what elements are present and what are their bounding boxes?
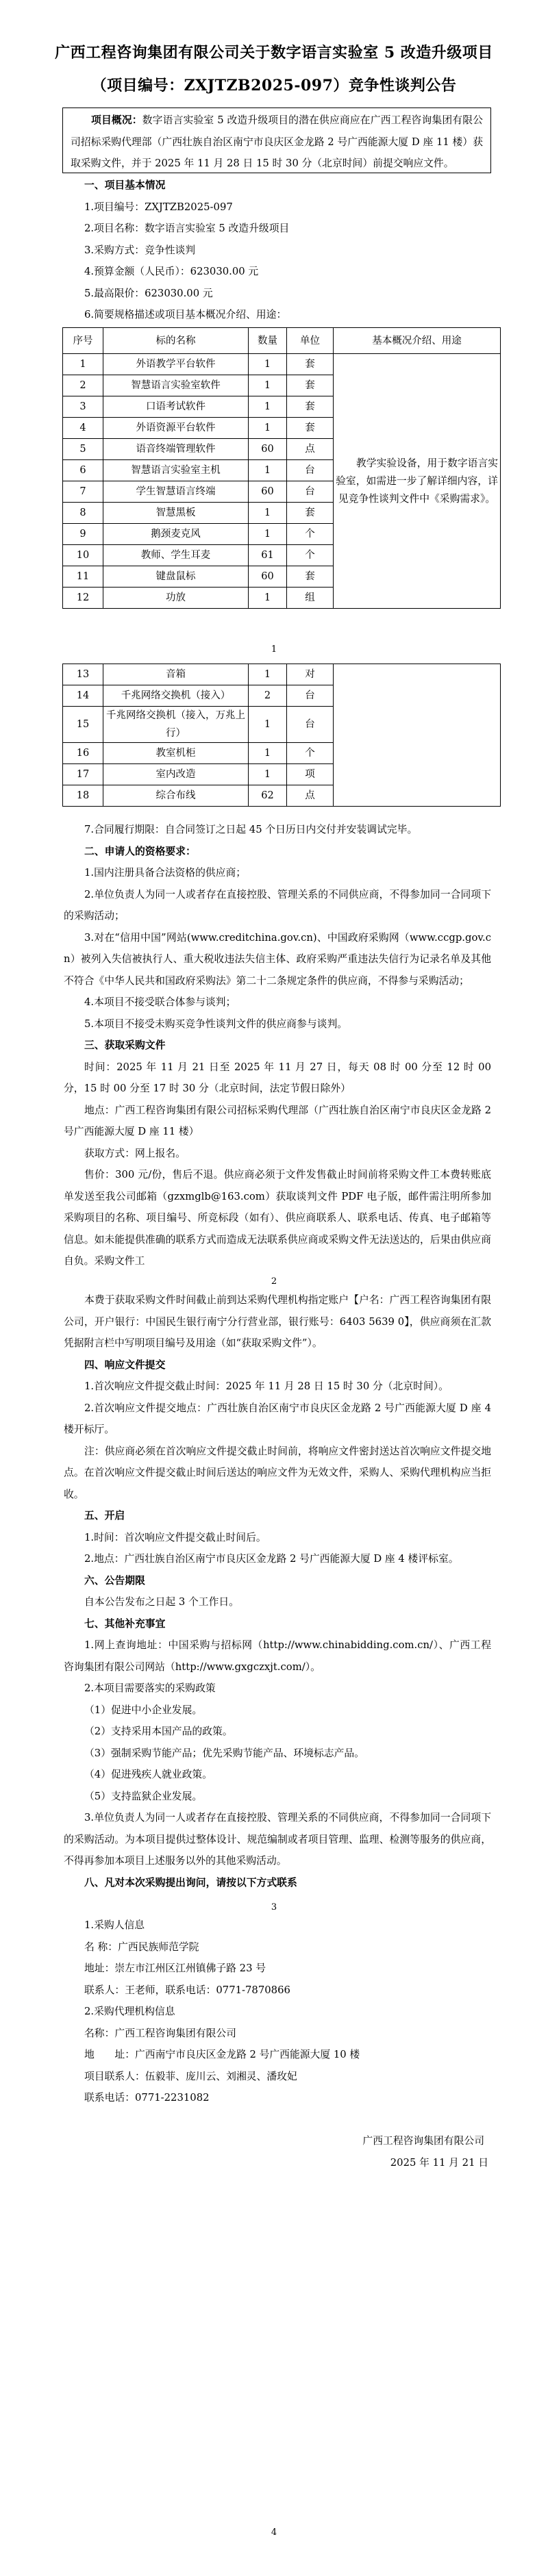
table-cell-no: 3 [63,396,103,418]
signature-block [64,2130,491,2173]
table-cell-unit: 台 [287,707,334,743]
paragraph: 2.本项目需要落实的采购政策 [84,1682,216,1694]
paragraph: 2.采购代理机构信息 [84,2006,175,2017]
paragraph: 八、凡对本次采购提出询问，请按以下方式联系 [84,1876,297,1889]
table-cell-qty: 2 [249,685,287,707]
table-cell-unit: 台 [287,685,334,707]
column-header: 基本概况介绍、用途 [334,328,501,354]
items-table-page1 [62,327,501,609]
table-cell-name: 千兆网络交换机（接入） [103,685,249,707]
paragraph: 地 址：广西南宁市良庆区金龙路 2 号广西能源大厦 10 楼 [84,2049,360,2060]
table-cell-qty: 1 [249,354,287,375]
project-overview-text: 数字语言实验室 5 改造升级项目的潜在供应商应在广西工程咨询集团有限公司招标采购代理部（广西壮族自治区南宁市良庆区金龙路 2 号广西能源大厦 D 座 11 楼）获取采购文件，并于 2025 年 11 月 28 日 15 时 30 分（北京时间）前提交响应文件。 [71,114,483,169]
paragraph: 注：供应商必须在首次响应文件提交截止时间前，将响应文件密封送达首次响应文件提交地点。在首次响应文件提交截止时间后送达的响应文件为无效文件，采购人、采购代理机构应当拒收。 [64,1445,491,1500]
paragraph: 1.网上查询地址：中国采购与招标网（http://www.chinabidding.com.cn/）、广西工程咨询集团有限公司网站（http://www.gxgczxjt.com/）。 [64,1639,491,1673]
table-cell-qty: 1 [249,503,287,524]
paragraph: 地址：崇左市江州区江州镇佛子路 23 号 [84,1962,266,1974]
paragraph: 1.时间：首次响应文件提交截止时间后。 [84,1531,266,1543]
project-overview-box [62,108,491,173]
table-cell-unit: 点 [287,785,334,807]
table-cell-name: 学生智慧语言终端 [103,481,249,503]
document-title-line2: （项目编号：ZXJTZB2025-097）竞争性谈判公告 [91,77,457,94]
table-cell-qty: 60 [249,439,287,460]
section-basic-info [64,175,491,326]
items-table-header [63,328,501,354]
section-submission-and-policies [64,1289,491,1893]
table-cell-qty: 60 [249,481,287,503]
table-cell-qty: 1 [249,375,287,396]
table-cell-unit: 套 [287,396,334,418]
table-cell-unit: 个 [287,743,334,764]
document-title [27,36,521,102]
paragraph: 五、开启 [84,1510,125,1521]
table-cell-name: 外语教学平台软件 [103,354,249,375]
table-cell-description: 教学实验设备，用于数字语言实验室，如需进一步了解详细内容，详见竞争性谈判文件中《采购需求》。 [334,354,501,609]
paragraph: 七、其他补充事宜 [84,1617,166,1630]
page-number-3: 3 [271,1902,277,1912]
paragraph: 四、响应文件提交 [84,1359,166,1371]
column-header: 序号 [63,328,103,354]
paragraph: 2.项目名称：数字语言实验室 5 改造升级项目 [84,223,290,234]
table-cell-no: 12 [63,588,103,609]
table-cell-no: 6 [63,460,103,481]
paragraph: 一、项目基本情况 [84,179,166,191]
paragraph: 本费于获取采购文件时间截止前到达采购代理机构指定账户【户名：广西工程咨询集团有限公司，开户银行：中国民生银行南宁分行营业部，银行账号：6403 5639 0】，供应商须在汇款凭据附言栏中写明项目编号及用途（如“获取采购文件”）。 [64,1294,491,1349]
table-cell-no: 9 [63,524,103,545]
table-cell-name: 教师、学生耳麦 [103,545,249,566]
paragraph: 1.首次响应文件提交截止时间：2025 年 11 月 28 日 15 时 30 分（北京时间）。 [84,1380,449,1392]
paragraph: 三、获取采购文件 [84,1039,166,1051]
signature-company: 广西工程咨询集团有限公司 [362,2135,484,2147]
table-cell-qty: 1 [249,588,287,609]
table-cell-unit: 点 [287,439,334,460]
table-cell-unit: 组 [287,588,334,609]
paragraph: 1.项目编号：ZXJTZB2025-097 [84,201,233,213]
section-requirements-and-documents [64,819,491,1272]
paragraph: 二、申请人的资格要求： [84,845,196,857]
table-cell-unit: 个 [287,545,334,566]
section-contact-info [64,1915,491,2109]
paragraph: 2.单位负责人为同一人或者存在直接控股、管理关系的不同供应商，不得参加同一合同项下的采购活动； [64,888,491,922]
paragraph: 7.合同履行期限：自合同签订之日起 45 个日历日内交付并安装调试完毕。 [84,824,418,835]
table-cell-name: 功放 [103,588,249,609]
table-cell-unit: 对 [287,664,334,685]
paragraph: 联系电话：0771-2231082 [84,2092,210,2104]
column-header: 单位 [287,328,334,354]
table-cell-unit: 套 [287,375,334,396]
paragraph: （1）促进中小企业发展。 [84,1704,203,1716]
project-overview-label: 项目概况： [91,114,142,126]
table-cell-unit: 台 [287,460,334,481]
table-cell-name: 教室机柜 [103,743,249,764]
paragraph: 售价：300 元/份，售后不退。供应商必须于文件发售截止时间前将采购文件工本费转账底单发送至我公司邮箱（gzxmglb@163.com）获取谈判文件 PDF 电子版，邮件需注明所参加采购项目的名称、项目编号、所竞标段（如有）、供应商联系人、联系电话、传真、电子邮箱等信息。如未能提供准确的联系方式而造成无法联系供应商或采购文件无法送达的，后果由供应商自负。采购文件工 [64,1169,491,1267]
table-cell-qty: 62 [249,785,287,807]
table-cell-no: 14 [63,685,103,707]
items-table-page2 [62,664,501,807]
table-row [63,664,501,685]
paragraph: 名称：广西工程咨询集团有限公司 [84,2027,236,2039]
table-cell-name: 综合布线 [103,785,249,807]
table-cell-unit: 套 [287,418,334,439]
table-cell-no: 18 [63,785,103,807]
table-cell-name: 音箱 [103,664,249,685]
page-number-4: 4 [271,2527,277,2538]
table-cell-no: 11 [63,566,103,588]
table-cell-unit: 台 [287,481,334,503]
table-cell-no: 8 [63,503,103,524]
paragraph: 联系人：王老师，联系电话：0771-7870866 [84,1984,290,1996]
table-cell-qty: 1 [249,764,287,785]
table-cell-qty: 1 [249,664,287,685]
table-cell-no: 16 [63,743,103,764]
table-cell-unit: 项 [287,764,334,785]
table-cell-no: 4 [63,418,103,439]
paragraph: 名 称：广西民族师范学院 [84,1941,199,1953]
signature-date: 2025 年 11 月 21 日 [390,2156,488,2169]
column-header: 标的名称 [103,328,249,354]
table-cell-qty: 1 [249,707,287,743]
table-cell-no: 7 [63,481,103,503]
table-cell-name: 鹅颈麦克风 [103,524,249,545]
paragraph: 4.本项目不接受联合体参与谈判； [84,996,236,1008]
page-number-2: 2 [271,1276,277,1287]
table-cell-qty: 1 [249,418,287,439]
table-cell-no: 13 [63,664,103,685]
table-cell-unit: 套 [287,503,334,524]
table-cell-qty: 1 [249,743,287,764]
paragraph: 获取方式：网上报名。 [84,1147,186,1159]
table-cell-name: 语音终端管理软件 [103,439,249,460]
table-cell-unit: 个 [287,524,334,545]
table-cell-name: 智慧语言实验室软件 [103,375,249,396]
table-cell-name: 室内改造 [103,764,249,785]
table-row [63,354,501,375]
table-cell-no: 10 [63,545,103,566]
table-cell-unit: 套 [287,566,334,588]
paragraph: （3）强制采购节能产品；优先采购节能产品、环境标志产品。 [84,1747,364,1759]
paragraph: 4.预算金额（人民币）：623030.00 元 [84,266,259,277]
table-cell-name: 口语考试软件 [103,396,249,418]
paragraph: 六、公告期限 [84,1574,145,1587]
table-cell-name: 智慧语言实验室主机 [103,460,249,481]
paragraph: （4）促进残疾人就业政策。 [84,1769,212,1780]
table-cell-qty: 61 [249,545,287,566]
table-cell-qty: 1 [249,524,287,545]
paragraph: 5.最高限价：623030.00 元 [84,287,213,299]
paragraph: 5.本项目不接受未购买竞争性谈判文件的供应商参与谈判。 [84,1018,348,1030]
paragraph: 3.采购方式：竞争性谈判 [84,244,196,256]
paragraph: 自本公告发布之日起 3 个工作日。 [84,1596,239,1608]
table-cell-no: 2 [63,375,103,396]
paragraph: 时间：2025 年 11 月 21 日至 2025 年 11 月 27 日，每天 08 时 00 分至 12 时 00 分，15 时 00 分至 17 时 30 分（北京时间，法定节假日除外） [64,1061,491,1094]
table-cell-unit: 套 [287,354,334,375]
table-cell-qty: 1 [249,460,287,481]
column-header: 数量 [249,328,287,354]
table-cell-name: 外语资源平台软件 [103,418,249,439]
paragraph: 6.简要规格描述或项目基本概况介绍、用途： [84,309,287,320]
table-cell-no: 1 [63,354,103,375]
table-header-row [63,328,501,354]
paragraph: 3.对在“信用中国”网站(www.creditchina.gov.cn)、中国政府采购网（www.ccgp.gov.cn）被列入失信被执行人、重大税收违法失信主体、政府采购严重违法失信行为记录名单及其他不符合《中华人民共和国政府采购法》第二十二条规定条件的供应商，不得参与采购活动； [64,931,491,987]
table-cell-no: 17 [63,764,103,785]
table-cell-name: 千兆网络交换机（接入，万兆上行） [103,707,249,743]
table-cell-name: 智慧黑板 [103,503,249,524]
table-cell-description [334,664,501,807]
paragraph: 3.单位负责人为同一人或者存在直接控股、管理关系的不同供应商，不得参加同一合同项下的采购活动。为本项目提供过整体设计、规范编制或者项目管理、监理、检测等服务的供应商，不得再参加本项目上述服务以外的其他采购活动。 [64,1812,491,1867]
document-title-line1: 广西工程咨询集团有限公司关于数字语言实验室 5 改造升级项目 [55,44,493,62]
table-cell-no: 15 [63,707,103,743]
paragraph: （2）支持采用本国产品的政策。 [84,1726,233,1737]
paragraph: 2.首次响应文件提交地点：广西壮族自治区南宁市良庆区金龙路 2 号广西能源大厦 D 座 4 楼开标厅。 [64,1402,491,1435]
paragraph: 1.国内注册具备合法资格的供应商； [84,867,247,879]
paragraph: 1.采购人信息 [84,1919,145,1931]
paragraph: 2.地点：广西壮族自治区南宁市良庆区金龙路 2 号广西能源大厦 D 座 4 楼评标室。 [84,1553,459,1565]
paragraph: （5）支持监狱企业发展。 [84,1790,203,1802]
project-overview-paragraph [63,108,490,173]
table-cell-qty: 1 [249,396,287,418]
table-cell-qty: 60 [249,566,287,588]
paragraph: 地点：广西工程咨询集团有限公司招标采购代理部（广西壮族自治区南宁市良庆区金龙路 2 号广西能源大厦 D 座 11 楼） [64,1104,491,1137]
table-cell-name: 键盘鼠标 [103,566,249,588]
table-cell-no: 5 [63,439,103,460]
page-number-1: 1 [271,644,277,655]
paragraph: 项目联系人：伍毅菲、庞川云、刘湘灵、潘玫妃 [84,2070,297,2082]
